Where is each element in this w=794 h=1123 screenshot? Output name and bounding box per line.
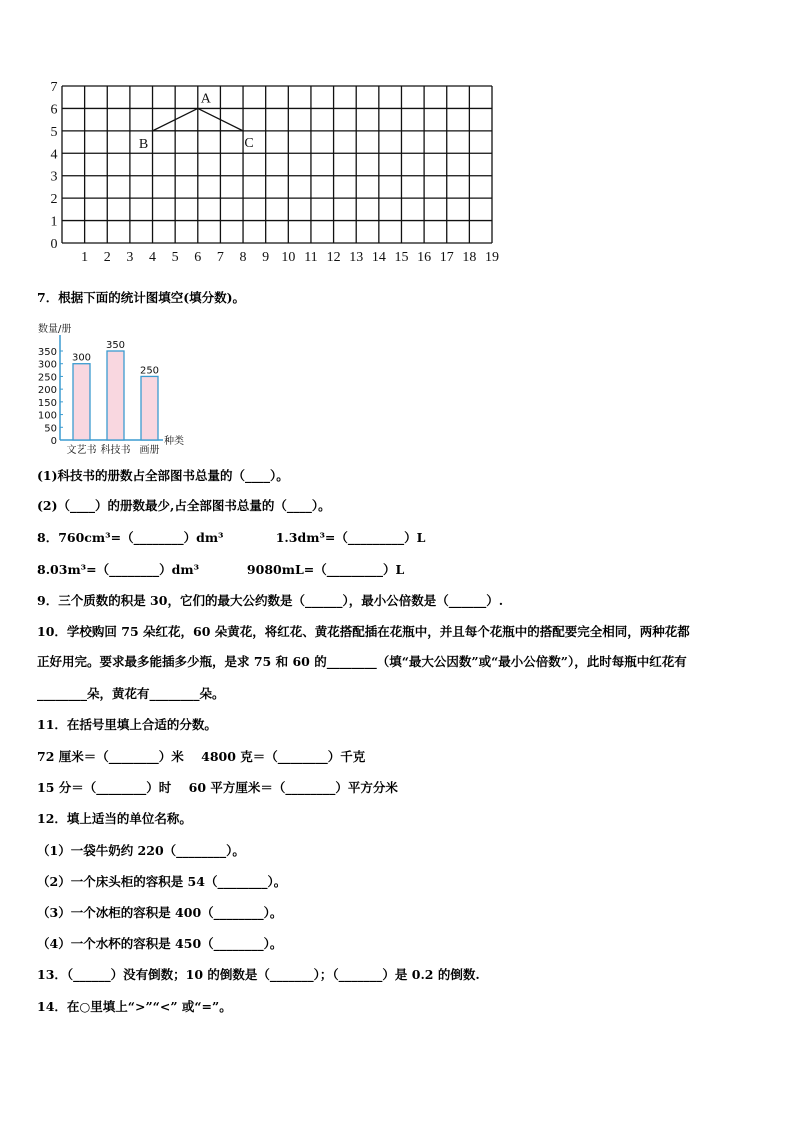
point-label-A: A [200, 91, 211, 107]
q12-title: 12．填上适当的单位名称。 [37, 811, 192, 826]
x-axis-label: 种类 [164, 436, 184, 447]
q13: 13．（______）没有倒数；10 的倒数是（_______）；（_______）是 0.2 的倒数. [37, 967, 480, 982]
x-tick-label: 4 [149, 250, 157, 265]
x-tick-label: 17 [439, 250, 454, 265]
x-tick-label: 8 [239, 250, 247, 265]
x-tick-label: 19 [485, 250, 499, 265]
y-tick-label: 150 [37, 397, 57, 409]
x-tick-label: 12 [326, 250, 341, 265]
q12-item2: （2）一个床头柜的容积是 54（________）。 [37, 874, 287, 889]
y-tick-label: 50 [44, 423, 57, 435]
y-tick-label: 1 [50, 214, 58, 230]
x-tick-label: 6 [194, 250, 202, 265]
q14: 14．在○里填上“>”“<” 或“=”。 [37, 999, 232, 1014]
y-axis-label: 数量/册 [38, 324, 72, 335]
q9: 9．三个质数的积是 30，它们的最大公约数是（______），最小公倍数是（______）. [37, 593, 504, 608]
x-tick-label: 5 [171, 250, 179, 265]
x-tick-label: 16 [417, 250, 432, 265]
q10-line3: ________朵，黄花有________朵。 [37, 686, 225, 701]
q8-line2: 8.03m³=（________）dm³ 9080mL=（_________）L [37, 562, 405, 577]
q7-sub2: (2)（____）的册数最少,占全部图书总量的（____）。 [37, 498, 331, 513]
bar-value-label: 250 [139, 365, 160, 377]
q11-line2: 15 分＝（________）时 60 平方厘米＝（________）平方分米 [37, 780, 398, 795]
x-tick-label: 10 [281, 250, 296, 265]
bar [107, 351, 124, 440]
x-tick-label: 11 [304, 250, 318, 265]
y-tick-label: 7 [50, 80, 58, 95]
q12-item1: （1）一袋牛奶约 220（________）。 [37, 843, 245, 858]
y-tick-label: 200 [37, 385, 57, 397]
y-tick-label: 300 [37, 359, 57, 371]
x-tick-label: 3 [126, 250, 134, 265]
x-tick-label: 1 [81, 250, 89, 265]
x-tick-label: 15 [394, 250, 409, 265]
bar-chart [0, 0, 794, 460]
y-tick-label: 0 [50, 237, 58, 252]
point-label-C: C [244, 135, 254, 151]
y-tick-label: 350 [37, 347, 57, 358]
y-tick-label: 5 [50, 124, 58, 140]
y-tick-label: 2 [50, 192, 58, 208]
category-label: 画册 [139, 445, 160, 456]
x-tick-label: 14 [371, 250, 386, 265]
q10-line1: 10．学校购回 75 朵红花，60 朵黄花，将红花、黄花搭配插在花瓶中，并且每个花瓶中的搭配要完全相同，两种花都 [37, 624, 690, 639]
q8-line1: 8．760cm³=（________）dm³ 1.3dm³=（_________）L [37, 530, 426, 545]
bar [73, 364, 90, 440]
category-label: 文艺书 [66, 445, 97, 456]
y-tick-label: 0 [50, 436, 57, 447]
bar-value-label: 350 [105, 340, 126, 351]
y-tick-label: 100 [37, 410, 57, 422]
y-tick-label: 4 [50, 147, 58, 163]
x-tick-label: 18 [462, 250, 477, 265]
x-tick-label: 9 [262, 250, 270, 265]
point-label-B: B [138, 136, 149, 152]
y-tick-label: 6 [50, 102, 58, 118]
q7-title: 7．根据下面的统计图填空(填分数)。 [37, 290, 246, 305]
q10-line2: 正好用完。要求最多能插多少瓶，是求 75 和 60 的________（填“最大公因数”或“最小公倍数”），此时每瓶中红花有 [37, 654, 687, 669]
q12-item3: （3）一个冰柜的容积是 400（________）。 [37, 905, 283, 920]
y-tick-label: 3 [50, 169, 58, 185]
bar-value-label: 300 [71, 352, 92, 364]
q12-item4: （4）一个水杯的容积是 450（________）。 [37, 936, 283, 951]
q7-sub1: (1)科技书的册数占全部图书总量的（____）。 [37, 468, 289, 483]
x-tick-label: 13 [349, 250, 364, 265]
category-label: 科技书 [100, 445, 131, 456]
q11-title: 11．在括号里填上合适的分数。 [37, 717, 217, 732]
bar [141, 376, 158, 440]
q11-line1: 72 厘米＝（________）米 4800 克＝（________）千克 [37, 749, 366, 764]
y-tick-label: 250 [37, 372, 57, 384]
x-tick-label: 7 [216, 250, 224, 265]
x-tick-label: 2 [103, 250, 111, 265]
